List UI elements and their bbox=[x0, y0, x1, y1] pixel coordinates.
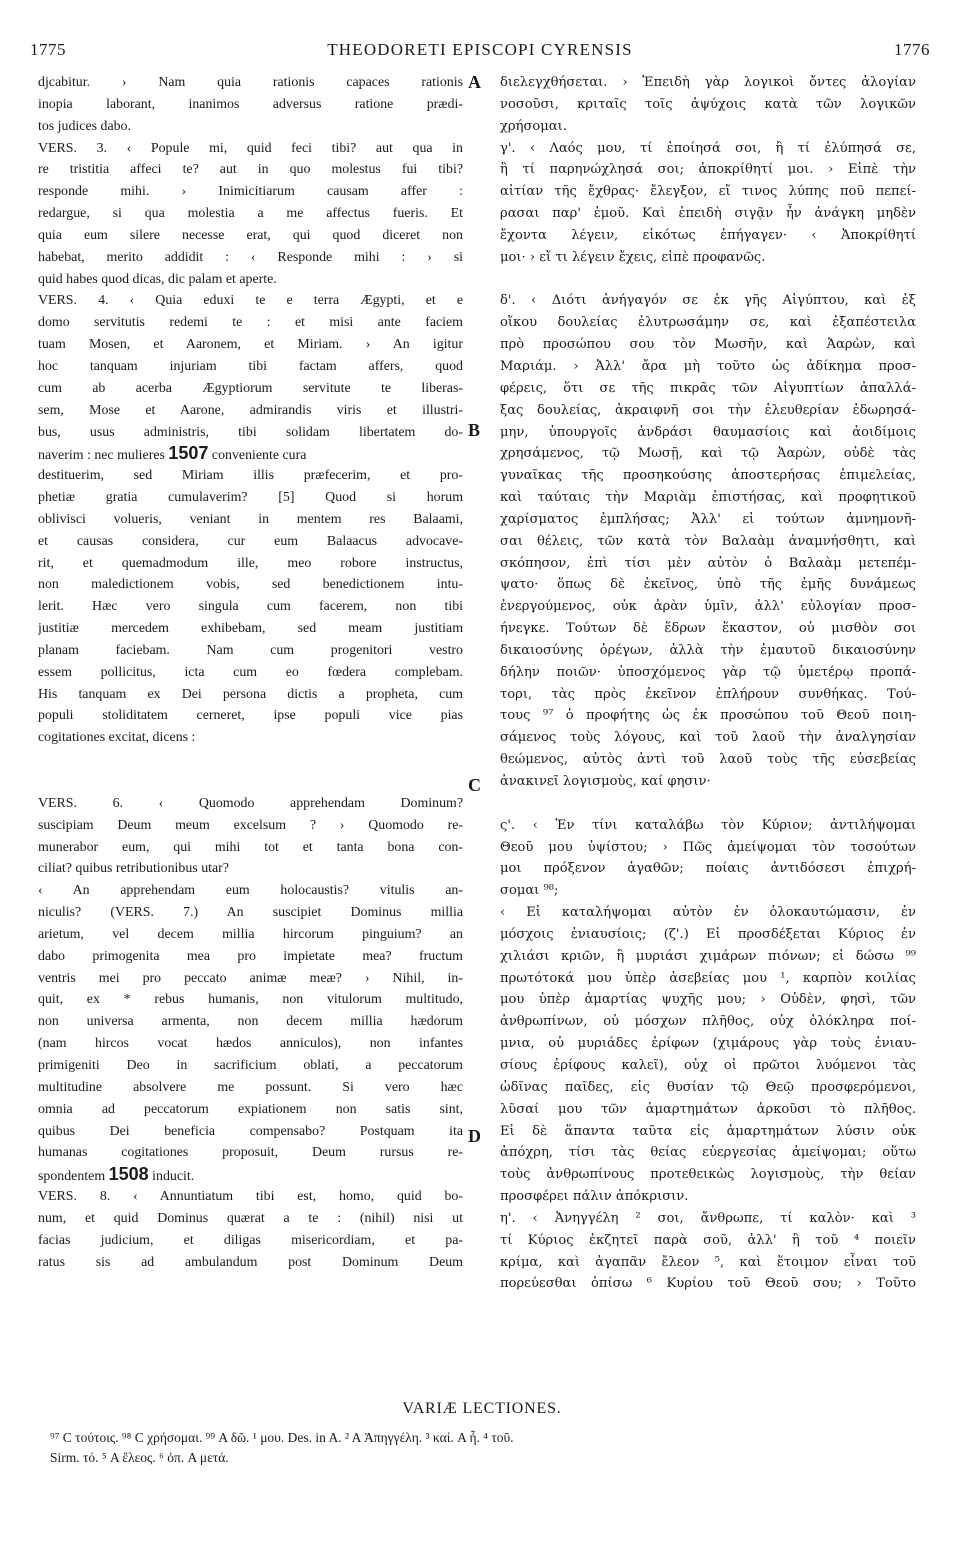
latin-line: suscipiam Deum meum excelsum ? › Quomodo re- bbox=[38, 817, 463, 833]
greek-line: ἢ τί παρηνώχλησά σοι; ἀποκρίθητί μοι. › Εἰπὲ τὴν bbox=[500, 162, 916, 178]
column-number-1508: 1508 bbox=[108, 1164, 149, 1185]
greek-line: τί Κύριος ἐκζητεῖ παρὰ σοῦ, ἀλλ' ἢ τοῦ ⁴ ποιεῖν bbox=[500, 1232, 916, 1248]
latin-line: quid habes quod dicas, dic palam et aperte. bbox=[38, 271, 277, 287]
running-title: THEODORETI EPISCOPI CYRENSIS bbox=[327, 40, 633, 59]
greek-line: μοι πρόξενον ἀγαθῶν; ποίαις ἀντιδόσεσι ἐπιχρή- bbox=[500, 861, 916, 877]
variae-lectiones bbox=[50, 1428, 920, 1468]
greek-line: σομαι ⁹⁸; bbox=[500, 883, 559, 899]
latin-line: num, et quid Dominus quærat a te : (nihil) nisi ut bbox=[38, 1210, 463, 1226]
greek-line: ξας δουλείας, ἀκραιφνῆ σοι τὴν ἐλευθερίαν ἐδωρησά- bbox=[500, 402, 916, 418]
greek-line: τοὺς ἀνθρωπίνους προτεθεικὼς λογισμοὺς, τὴν θείαν bbox=[500, 1167, 916, 1183]
greek-line: σκόπησον, ἐπὶ τίσι μὲν αὐτὸν ὁ Βαλαὰμ μετεπέμ- bbox=[500, 555, 916, 571]
latin-column bbox=[38, 72, 463, 1273]
greek-line: σάμενος τοὺς λόγους, καὶ τοῦ λαοῦ τὴν ἀναλγησίαν bbox=[500, 730, 916, 746]
greek-line: δήλην ποιῶν· ὑποσχόμενος γὰρ τῷ ὑμετέρῳ προπά- bbox=[500, 664, 916, 680]
greek-line: Θεοῦ μου ὑψίστου; › Πῶς ἀμείψομαι τὸν τοσούτων bbox=[500, 839, 916, 855]
greek-line: σίους ἐρίφους καλεῖ), οὐχ οἱ πρῶτοι λυόμενοι τὰς bbox=[500, 1057, 916, 1073]
greek-line: οἴκου δουλείας ἐλυτρωσάμην σε, καὶ ἐξαπέστειλα bbox=[500, 315, 916, 331]
greek-line: αἰτίαν τῆς ἔχθρας· ἔλεγξον, εἴ τινος λύπης ποῦ πεπεί- bbox=[500, 184, 916, 200]
greek-line: γυναῖκας τῆς προσηκούσης ἀποστερήσας ἐπιμελείας, bbox=[500, 468, 916, 484]
column-number-1507: 1507 bbox=[168, 443, 209, 464]
latin-line: hoc tanquam injuriam tibi factam affers, quod bbox=[38, 358, 463, 374]
greek-line: μην, ὑπουργοῖς ἀνδράσι θαυμασίοις καὶ ἀοιδίμοις bbox=[500, 424, 916, 440]
latin-text: naverim : nec mulieres bbox=[38, 448, 165, 464]
latin-line: ciliat? quibus retributionibus utar? bbox=[38, 861, 229, 877]
greek-line: Εἰ δὲ ἅπαντα ταῦτα εἰς ἁμαρτημάτων λύσιν οὐκ bbox=[500, 1123, 916, 1139]
greek-line: προσφέρει πάλιν ἀπόκρισιν. bbox=[500, 1189, 689, 1205]
latin-line: populi stoliditatem cerneret, ipse populi vice pias bbox=[38, 708, 463, 724]
latin-line: ratus sis ad ambulandum post Dominum Deum bbox=[38, 1254, 463, 1270]
latin-line: sem, Mose et Aarone, admirandis viris et illustri- bbox=[38, 402, 463, 418]
greek-line: φέρεις, ὅτι σε τῆς πικρᾶς τῶν Αἰγυπτίων ἀπαλλά- bbox=[500, 380, 916, 396]
greek-line: ήνεγκε. Τούτων δὲ ἕδρων ἕκαστον, οὐ μισθὸν σοι bbox=[500, 621, 916, 637]
latin-line: rit, et quemadmodum ille, meo robore instructus, bbox=[38, 555, 463, 571]
latin-line: VERS. 4. ‹ Quia eduxi te e terra Ægypti, et e bbox=[38, 293, 463, 309]
greek-line: χαρίσματος ἐμπλήσας; Ἀλλ' εἰ τούτων ἀμνημονῆ- bbox=[500, 511, 916, 527]
greek-line: δ'. ‹ Διότι ἀνήγαγόν σε ἐκ γῆς Αἰγύπτου, καὶ ἐξ bbox=[500, 293, 916, 309]
greek-line: σαι θέλεις, τῶν κατὰ τὸν Βαλαὰμ ἀναμνήσθητι, καὶ bbox=[500, 533, 916, 549]
greek-line: χρησάμενος, τῷ Μωσῇ, καὶ τῷ Ἀαρὼν, οὐδὲ τὰς bbox=[500, 446, 916, 462]
greek-line: μου ὑπὲρ ἁμαρτίας ψυχῆς μου; › Οὐδὲν, φησὶ, τῶν bbox=[500, 992, 916, 1008]
greek-line: διελεγχθήσεται. › Ἐπειδὴ γὰρ λογικοὶ ὄντες ἀλογίαν bbox=[500, 75, 916, 90]
page-number-left: 1775 bbox=[30, 40, 66, 59]
greek-line: η'. ‹ Ἀνηγγέλη ² σοι, ἄνθρωπε, τί καλὸν· καὶ ³ bbox=[500, 1210, 916, 1226]
latin-line-with-col-number bbox=[38, 443, 463, 465]
greek-line: δικαιοσύνης ὀρέγων, ἀλλὰ τὴν ἐμαυτοῦ δικαιοσύνην bbox=[500, 642, 916, 658]
latin-line: bus, usus administris, tibi solidam libertatem do- bbox=[38, 424, 463, 440]
latin-line: dabo primogenita mea pro impietate mea? fructum bbox=[38, 948, 463, 964]
latin-line: lerit. Hæc vero singula cum facerem, non tibi bbox=[38, 599, 463, 615]
latin-line: ventris mei pro peccato animæ meæ? › Nihil, in- bbox=[38, 970, 463, 986]
latin-line: primigeniti Deo in sacrificium oblati, a peccatorum bbox=[38, 1057, 463, 1073]
latin-line: quibus Dei beneficia compensabo? Postquam ita bbox=[38, 1123, 463, 1139]
latin-line: quit, ex * rebus humanis, non vitulorum multitudo, bbox=[38, 992, 463, 1008]
latin-line: destituerim, sed Miriam illis præfecerim, et pro- bbox=[38, 468, 463, 484]
greek-line: πρωτότοκά μου ὑπὲρ ἀσεβείας μου ¹, καρπὸν κοιλίας bbox=[500, 970, 916, 986]
greek-line: γ'. ‹ Λαός μου, τί ἐποίησά σοι, ἢ τί ἐλύπησά σε, bbox=[500, 140, 916, 156]
latin-line: oblivisci volueris, veniant in mentem res Balaami, bbox=[38, 511, 463, 527]
latin-line: redargue, si qua molestia a me affectus fueris. Et bbox=[38, 206, 463, 222]
greek-line: λῦσαί μου τῶν ἁμαρτημάτων ἀρκοῦσι τὸ πλῆθος. bbox=[500, 1101, 916, 1117]
greek-line: μόσχοις ἐνιαυσίοις; (ζ'.) Εἰ προσδέξεται Κύριος ἐν bbox=[500, 926, 916, 942]
latin-line: inopia laborant, inanimos adversus ratione prædi- bbox=[38, 96, 463, 112]
greek-line: ς'. ‹ Ἐν τίνι καταλάβω τὸν Κύριον; ἀντιλήψομαι bbox=[500, 817, 916, 833]
greek-line: νοσοῦσι, κριταῖς τοῖς ἀψύχοις κατὰ τῶν λογικῶν bbox=[500, 96, 916, 112]
latin-line: phetiæ gratia cumulaverim? [5] Quod si horum bbox=[38, 490, 463, 506]
greek-line: ψατο· ὅπως δὲ ἐκεῖνος, ὑπὸ τῆς ἐμῆς δυνάμεως bbox=[500, 577, 916, 593]
greek-line: μοι· › εἴ τι λέγειν ἔχεις, εἰπὲ προφανῶς. bbox=[500, 249, 766, 265]
greek-line: ρασαι παρ' ἐμοῦ. Καὶ ἐπειδὴ σιγᾷν ἦν ἀνάγκη μηδὲν bbox=[500, 206, 916, 222]
latin-line: non maledictionem vobis, sed benedictionem intu- bbox=[38, 577, 463, 593]
paragraph-gap bbox=[38, 749, 463, 771]
greek-line: πορεύεσθαι ὀπίσω ⁶ Κυρίου τοῦ Θεοῦ σου; › Τοῦτο bbox=[500, 1276, 916, 1292]
margin-letter-b: B bbox=[468, 420, 481, 440]
latin-line: habebat, merito addidit : ‹ Responde mihi : › si bbox=[38, 249, 463, 265]
variant-line: ⁹⁷ C τούτοις. ⁹⁸ C χρήσομαι. ⁹⁹ A δῶ. ¹ μου. Des. in A. ² A Ἀπηγγέλη. ³ καί. A ἦ. ⁴ τοῦ. bbox=[50, 1430, 514, 1445]
latin-line: omnia ad peccatorum expiationem non satis sint, bbox=[38, 1101, 463, 1117]
latin-line: VERS. 6. ‹ Quomodo apprehendam Dominum? bbox=[38, 795, 463, 811]
greek-line: θεώμενος, αὐτὸς ἀντὶ τοῦ λαοῦ τοὺς τῆς εὐσεβείας bbox=[500, 752, 916, 768]
latin-line: humanas cogitationes proposuit, Deum rursus re- bbox=[38, 1145, 463, 1161]
latin-line: non universa armenta, non decem millia hædorum bbox=[38, 1014, 463, 1030]
margin-letter-d: D bbox=[468, 1126, 481, 1146]
margin-letter-c: C bbox=[468, 775, 481, 795]
latin-line: tos judices dabo. bbox=[38, 118, 131, 134]
latin-line: (nam hircos vocat hædos anniculos), non infantes bbox=[38, 1036, 463, 1052]
latin-line: niculis? (VERS. 7.) An suscipiet Dominus millia bbox=[38, 905, 463, 921]
greek-line: τορι, τὰς πρὸς ἐκεῖνον ἐπλήρουν συνθήκας. Τού- bbox=[500, 686, 916, 702]
greek-line: ὠδῖνας παῖδες, εἰς θυσίαν τῷ Θεῷ προσφερόμενοι, bbox=[500, 1079, 916, 1095]
latin-line: tuam Mosen, et Aaronem, et Miriam. › An igitur bbox=[38, 337, 463, 353]
page-number-right: 1776 bbox=[894, 40, 930, 59]
latin-line: justitiæ mercedem exhibebam, sed meam justitiam bbox=[38, 621, 463, 637]
paragraph-gap bbox=[500, 793, 916, 815]
margin-letter-a: A bbox=[468, 72, 481, 92]
latin-line: cogitationes excitat, dicens : bbox=[38, 730, 196, 746]
greek-line: τους ⁹⁷ ὁ προφήτης ὡς ἐκ προσώπου τοῦ Θεοῦ ποιη- bbox=[500, 708, 916, 724]
greek-line: χιλιάσι κριῶν, ἢ μυριάσι χιμάρων πιόνων; εἰ δώσω ⁹⁹ bbox=[500, 948, 916, 964]
variae-lectiones-heading: VARIÆ LECTIONES. bbox=[402, 1400, 562, 1417]
latin-text: spondentem bbox=[38, 1169, 106, 1185]
greek-line: Μαριάμ. › Ἀλλ' ἄρα μὴ τοῦτο ὡς ἀδίκημα προσ- bbox=[500, 358, 916, 374]
latin-line: arietum, vel decem millia hircorum pinguium? an bbox=[38, 926, 463, 942]
greek-line: κρίμα, καὶ ἀγαπᾶν ἔλεον ⁵, καὶ ἕτοιμον εἶναι τοῦ bbox=[500, 1254, 916, 1270]
latin-line-with-col-number bbox=[38, 1164, 463, 1186]
greek-line: ‹ Εἰ καταλήψομαι αὐτὸν ἐν ὁλοκαυτώμασιν, ἐν bbox=[500, 905, 916, 921]
greek-line: μνια, οὐ μυριάδες ἐρίφων (χιμάρους γὰρ τοὺς ἐνιαυ- bbox=[500, 1036, 916, 1052]
greek-line: ἐνεργούμενος, οὐκ ἀρὰν ὑμῖν, ἀλλ' εὐλογίαν προσ- bbox=[500, 599, 916, 615]
latin-line: planam faciebam. Nam cum progenitori vestro bbox=[38, 642, 463, 658]
latin-line: multitudine absolvere me possunt. Si vero hæc bbox=[38, 1079, 463, 1095]
latin-line: VERS. 8. ‹ Annuntiatum tibi est, homo, quid bo- bbox=[38, 1189, 463, 1205]
greek-line: ἀνακινεῖ λογισμοὺς, καί φησιν· bbox=[500, 774, 711, 789]
greek-line: χρήσομαι. bbox=[500, 118, 567, 134]
latin-line: ‹ An apprehendam eum holocaustis? vitulis an- bbox=[38, 883, 463, 899]
latin-line: responde mihi. › Inimicitiarum causam affer : bbox=[38, 184, 463, 200]
paragraph-gap bbox=[500, 269, 916, 291]
greek-line: ἀπόχρη, τίσι τὰς θείας εὐεργεσίας ἀμείψομαι; οὕτω bbox=[500, 1145, 916, 1161]
latin-text: inducit. bbox=[152, 1169, 195, 1185]
latin-line: His tanquam ex Dei persona dictis a propheta, cum bbox=[38, 686, 463, 702]
latin-line: quia eum silere necesse erat, qui quod diceret non bbox=[38, 227, 463, 243]
greek-line: ἀνθρωπίνων, οὐ μόσχων πλῆθος, οὐχ ὁλόκληρα ποί- bbox=[500, 1014, 916, 1030]
latin-line: djcabitur. › Nam quia rationis capaces rationis bbox=[38, 75, 463, 90]
paragraph-gap bbox=[38, 771, 463, 793]
greek-line: πρὸ προσώπου σου τὸν Μωσῆν, καὶ Ἀαρὼν, καὶ bbox=[500, 337, 916, 353]
latin-line: domo servitutis redemi te : et misi ante faciem bbox=[38, 315, 463, 331]
greek-line: ἔχοντα λέγειν, εἰκότως ἐπήγαγεν· ‹ Ἀποκρίθητί bbox=[500, 227, 916, 243]
latin-line: essem pollicitus, icta cum eo fœdera complebam. bbox=[38, 664, 463, 680]
latin-text: conveniente cura bbox=[211, 448, 307, 464]
page-header bbox=[30, 40, 930, 68]
latin-line: cum ab acerba Ægyptiorum servitute te liberas- bbox=[38, 380, 463, 396]
variant-line: Sirm. τό. ⁵ A ἔλεος. ⁶ ὀπ. A μετά. bbox=[50, 1450, 229, 1465]
latin-line: munerabor eum, qui mihi tot et tanta bona con- bbox=[38, 839, 463, 855]
latin-line: re tristitia affeci te? aut in quo molestus fui tibi? bbox=[38, 162, 463, 178]
greek-column bbox=[500, 72, 916, 1295]
latin-line: et causas considera, cur eum Balaacus advocave- bbox=[38, 533, 463, 549]
latin-line: VERS. 3. ‹ Popule mi, quid feci tibi? aut qua in bbox=[38, 140, 463, 156]
latin-line: facias judicium, et diligas misericordiam, et pa- bbox=[38, 1232, 463, 1248]
greek-line: καὶ ταύταις τὴν Μαριὰμ ἐπιστήσας, καὶ προφητικοῦ bbox=[500, 490, 916, 506]
